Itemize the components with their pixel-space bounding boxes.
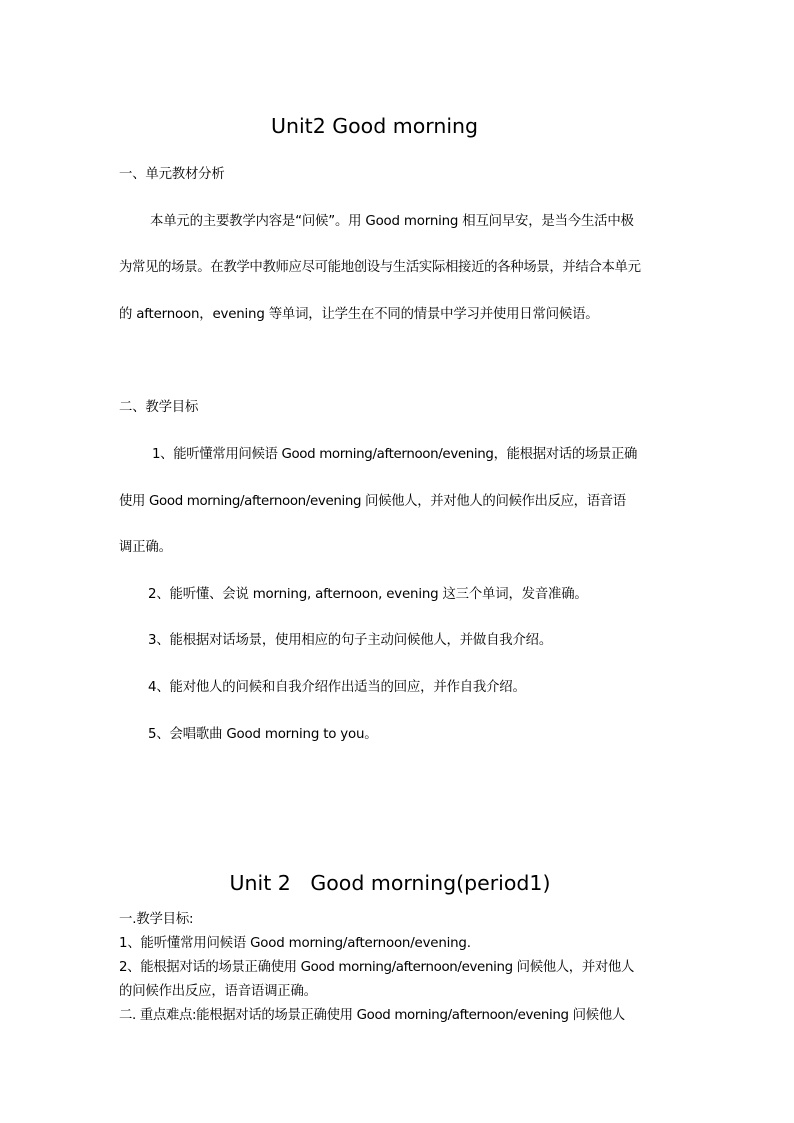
section2-heading: 二、教学目标 [119,400,199,415]
period1-line-3: 2、能根据对话的场景正确使用 Good morning/afternoon/evening 问候他人，并对他人 [119,960,635,975]
goal-2: 2、能听懂、会说 morning, afternoon, evening 这三个单词，发音准确。 [148,587,588,602]
section1-line-3: 的 afternoon，evening 等单词，让学生在不同的情景中学习并使用日常问候语。 [119,307,599,322]
period1-line-2: 1、能听懂常用问候语 Good morning/afternoon/evening. [119,936,471,951]
section1-line-2: 为常见的场景。在教学中教师应尽可能地创设与生活实际相接近的各种场景，并结合本单元 [119,260,641,275]
goal-3: 3、能根据对话场景，使用相应的句子主动问候他人，并做自我介绍。 [148,633,553,648]
goal-5: 5、会唱歌曲 Good morning to you。 [148,727,378,742]
goal1-line-2: 使用 Good morning/afternoon/evening 问候他人，并对他人的问候作出反应，语音语 [119,494,626,509]
goal1-line-1: 1、能听懂常用问候语 Good morning/afternoon/evening，能根据对话的场景正确 [152,447,638,462]
period1-line-1: 一.教学目标: [119,912,194,927]
period1-line-5: 二. 重点难点:能根据对话的场景正确使用 Good morning/afternoon/evening 问候他人 [119,1008,625,1023]
goal1-line-3: 调正确。 [119,540,172,555]
section1-line-1: 本单元的主要教学内容是“问候”。用 Good morning 相互问早安，是当今生活中极 [150,214,634,229]
period1-line-4: 的问候作出反应，语音语调正确。 [119,984,317,999]
section1-heading: 一、单元教材分析 [119,167,225,182]
document-title: Unit2 Good morning [270,114,479,138]
period1-title: Unit 2 Good morning(period1) [229,871,551,895]
goal-4: 4、能对他人的问候和自我介绍作出适当的回应，并作自我介绍。 [148,680,526,695]
